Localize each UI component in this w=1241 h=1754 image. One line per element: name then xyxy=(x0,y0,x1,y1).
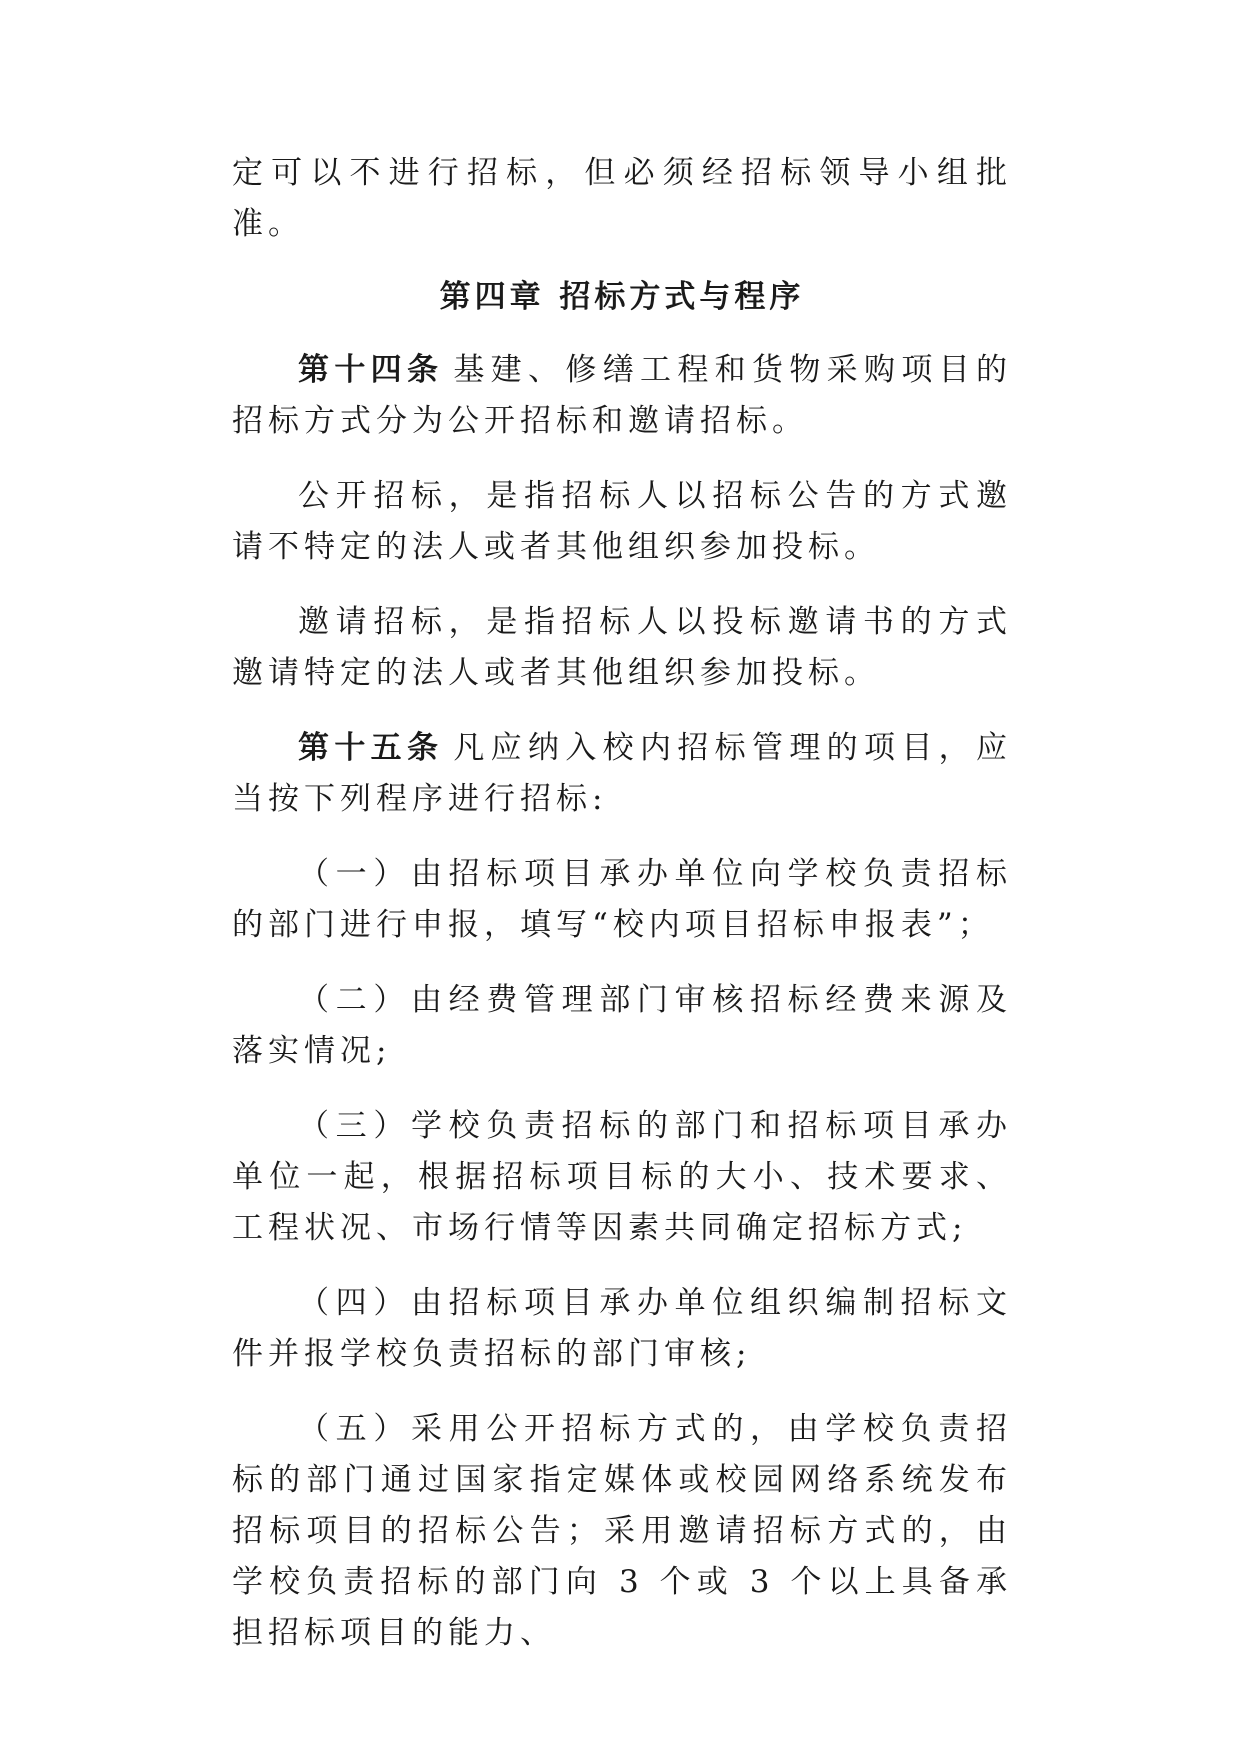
procedure-step: （二）由经费管理部门审核招标经费来源及落实情况; xyxy=(232,982,1012,1069)
document-body xyxy=(232,148,1012,1683)
procedure-step: （一）由招标项目承办单位向学校负责招标的部门进行申报，填写“校内项目招标申报表”； xyxy=(232,856,1012,943)
article-14-paragraph xyxy=(232,345,1012,447)
continuation-paragraph: 定可以不进行招标，但必须经招标领导小组批准。 xyxy=(232,155,1012,242)
invited-tender-paragraph: 邀请招标，是指招标人以投标邀请书的方式邀请特定的法人或者其他组织参加投标。 xyxy=(232,604,1012,691)
procedure-step: （三）学校负责招标的部门和招标项目承办单位一起，根据招标项目标的大小、技术要求、工程状况、市场行情等因素共同确定招标方式; xyxy=(232,1108,1012,1246)
procedure-step: （四）由招标项目承办单位组织编制招标文件并报学校负责招标的部门审核; xyxy=(232,1285,1012,1372)
article-15-paragraph xyxy=(232,723,1012,825)
article-14-label: 第十四条 xyxy=(298,352,444,388)
article-15-text: 凡应纳入校内招标管理的项目，应当按下列程序进行招标: xyxy=(232,730,1013,817)
procedure-step: （五）采用公开招标方式的，由学校负责招标的部门通过国家指定媒体或校园网络系统发布招标项目的招标公告；采用邀请招标方式的，由学校负责招标的部门向 3 个或 3 个以上具备承担招标项目的能力、 xyxy=(232,1411,1012,1651)
chapter-heading: 第四章 招标方式与程序 xyxy=(439,279,805,315)
article-15-label: 第十五条 xyxy=(298,730,444,766)
article-14-text: 基建、修缮工程和货物采购项目的招标方式分为公开招标和邀请招标。 xyxy=(232,352,1013,439)
open-tender-paragraph: 公开招标，是指招标人以招标公告的方式邀请不特定的法人或者其他组织参加投标。 xyxy=(232,478,1012,565)
